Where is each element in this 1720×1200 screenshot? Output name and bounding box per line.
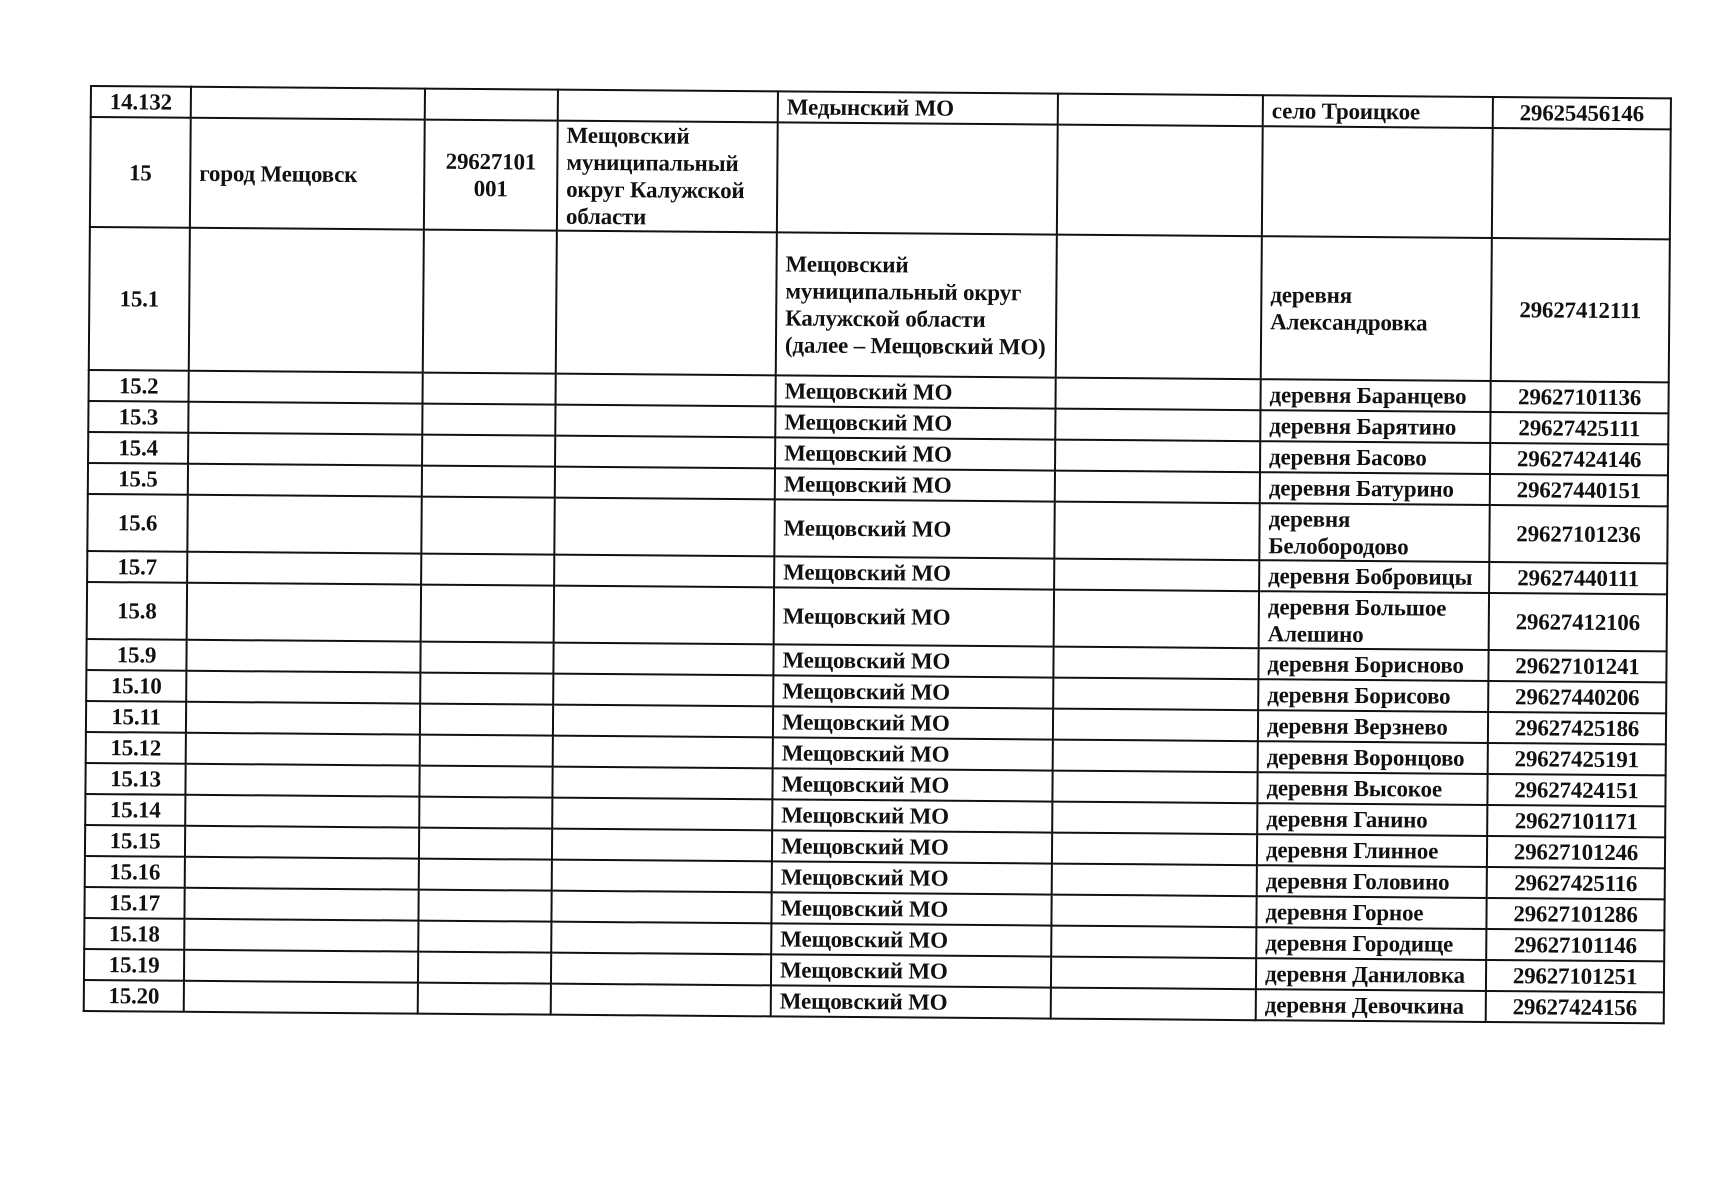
okato-code-cell [423, 230, 557, 374]
blank-cell [1054, 559, 1259, 592]
row-number-cell: 15.5 [88, 463, 188, 495]
oktmo-cell: 29627440206 [1488, 681, 1666, 713]
row-number-cell: 15.14 [85, 794, 185, 826]
municipality-cell [556, 231, 777, 376]
blank-cell [1052, 833, 1257, 866]
okato-code-cell [423, 373, 556, 405]
blank-cell [1051, 895, 1256, 928]
blank-cell [1058, 94, 1263, 127]
blank-cell [1055, 409, 1260, 442]
settlement-cell: деревня Большое Алешино [1259, 591, 1489, 650]
mo-cell: Мещовский МО [774, 556, 1054, 589]
blank-cell [1054, 590, 1259, 649]
settlement-cell: деревня Девочкина [1256, 989, 1486, 1022]
mo-cell: Мещовский МО [774, 499, 1054, 558]
settlement-name-cell [188, 402, 422, 435]
settlement-cell: деревня Басово [1260, 441, 1490, 474]
blank-cell [1051, 957, 1256, 990]
row-number-cell: 15.1 [89, 227, 190, 371]
settlement-name-cell [191, 87, 425, 120]
municipality-cell [555, 405, 775, 438]
mo-cell: Мещовский МО [773, 706, 1053, 739]
scanned-page [83, 85, 1672, 1024]
blank-cell [1052, 802, 1257, 835]
municipality-cell [555, 436, 775, 469]
okato-code-cell [421, 497, 554, 555]
okato-code-cell [420, 735, 553, 767]
row-number-cell: 15.19 [84, 949, 184, 981]
municipality-cell [551, 953, 771, 986]
blank-cell [1052, 771, 1257, 804]
okato-code-cell [418, 952, 551, 984]
municipality-cell [553, 736, 773, 769]
settlement-name-cell: город Мещовск [190, 118, 425, 230]
row-number-cell: 15.8 [87, 582, 187, 640]
oktmo-cell: 29627101236 [1489, 505, 1667, 563]
oktmo-cell: 29627412111 [1491, 238, 1670, 382]
oktmo-cell: 29627425116 [1487, 867, 1665, 899]
oktmo-cell: 29627424151 [1487, 774, 1665, 806]
oktmo-cell: 29627440111 [1489, 562, 1667, 594]
table-row [89, 227, 1670, 382]
settlement-cell: деревня Бобровицы [1259, 560, 1489, 593]
mo-cell: Мещовский МО [775, 437, 1055, 470]
settlement-name-cell [184, 919, 418, 952]
oktmo-cell: 29627101241 [1488, 650, 1666, 682]
oktmo-cell: 29627101146 [1486, 929, 1664, 961]
settlement-cell: деревня Борисово [1258, 679, 1488, 712]
settlement-name-cell [185, 857, 419, 890]
row-number-cell: 15.16 [85, 856, 185, 888]
row-number-cell: 15.6 [87, 494, 187, 552]
settlement-name-cell [186, 733, 420, 766]
okato-code-cell [422, 466, 555, 498]
row-number-cell: 15 [90, 117, 191, 228]
settlement-name-cell [188, 464, 422, 497]
blank-cell [1053, 740, 1258, 773]
municipality-cell [556, 374, 776, 407]
okato-code-cell [422, 404, 555, 436]
settlement-name-cell [185, 826, 419, 859]
row-number-cell: 15.3 [88, 401, 188, 433]
municipality-cell [552, 798, 772, 831]
municipality-cell [555, 467, 775, 500]
municipality-cell [554, 498, 774, 557]
row-number-cell: 15.13 [85, 763, 185, 795]
mo-cell: Мещовский МО [773, 644, 1053, 677]
okato-code-cell [420, 673, 553, 705]
municipality-cell [552, 860, 772, 893]
municipality-cell [553, 705, 773, 738]
mo-cell [777, 122, 1058, 234]
mo-cell: Мещовский МО [771, 954, 1051, 987]
settlement-name-cell [184, 981, 418, 1014]
okato-code-cell [419, 797, 552, 829]
settlement-cell: деревня Городище [1256, 927, 1486, 960]
municipality-cell [552, 767, 772, 800]
mo-cell: Мещовский МО [771, 892, 1051, 925]
okato-code-cell: 29627101 001 [424, 120, 558, 231]
settlement-name-cell [185, 795, 419, 828]
row-number-cell: 15.17 [84, 887, 184, 919]
municipality-cell [551, 922, 771, 955]
okato-code-cell [421, 585, 554, 643]
okato-code-cell [418, 983, 551, 1015]
oktmo-cell: 29625456146 [1493, 97, 1671, 129]
settlement-cell: деревня Борисново [1258, 648, 1488, 681]
settlement-cell: село Троицкое [1263, 95, 1493, 128]
blank-cell [1051, 988, 1256, 1021]
table-row [90, 117, 1671, 239]
municipality-cell: Мещовский муниципальный округ Калужской области [557, 121, 778, 233]
blank-cell [1055, 378, 1260, 411]
settlement-cell: деревня Глинное [1257, 834, 1487, 867]
settlement-cell: деревня Ганино [1257, 803, 1487, 836]
oktmo-cell: 29627425186 [1488, 712, 1666, 744]
blank-cell [1053, 647, 1258, 680]
row-number-cell: 14.132 [91, 86, 191, 118]
mo-cell: Мещовский МО [772, 768, 1052, 801]
row-number-cell: 15.11 [86, 701, 186, 733]
municipality-cell [558, 90, 778, 123]
mo-cell: Мещовский муниципальный округ Калужской области (далее – Мещовский МО) [776, 232, 1057, 377]
mo-cell: Мещовский МО [774, 587, 1054, 646]
row-number-cell: 15.4 [88, 432, 188, 464]
municipality-cell [554, 555, 774, 588]
settlement-name-cell [185, 764, 419, 797]
oktmo-cell: 29627424146 [1490, 443, 1668, 475]
blank-cell [1052, 864, 1257, 897]
municipality-cell [553, 674, 773, 707]
okato-code-cell [418, 921, 551, 953]
settlement-name-cell [187, 552, 421, 585]
oktmo-cell: 29627425191 [1488, 743, 1666, 775]
settlement-cell: деревня Батурино [1260, 472, 1490, 505]
settlement-name-cell [186, 702, 420, 735]
oktmo-cell: 29627424156 [1486, 991, 1664, 1023]
oktmo-cell: 29627101246 [1487, 836, 1665, 868]
settlement-cell: деревня Высокое [1257, 772, 1487, 805]
mo-cell: Мещовский МО [775, 468, 1055, 501]
okato-code-cell [420, 704, 553, 736]
okato-code-cell [419, 859, 552, 891]
oktmo-cell: 29627412106 [1489, 593, 1667, 651]
settlement-cell: деревня Барятино [1260, 410, 1490, 443]
settlement-name-cell [186, 671, 420, 704]
row-number-cell: 15.18 [84, 918, 184, 950]
settlement-name-cell [187, 583, 421, 642]
settlement-registry-table [83, 85, 1672, 1024]
settlement-name-cell [186, 640, 420, 673]
row-number-cell: 15.7 [87, 551, 187, 583]
municipality-cell [553, 643, 773, 676]
blank-cell [1053, 678, 1258, 711]
settlement-cell: деревня Белобородово [1259, 503, 1489, 562]
oktmo-cell [1492, 128, 1671, 239]
row-number-cell: 15.9 [86, 639, 186, 671]
municipality-cell [551, 984, 771, 1017]
settlement-name-cell [187, 495, 421, 554]
mo-cell: Мещовский МО [773, 675, 1053, 708]
blank-cell [1053, 709, 1258, 742]
row-number-cell: 15.20 [84, 980, 184, 1012]
municipality-cell [551, 891, 771, 924]
row-number-cell: 15.2 [89, 370, 189, 402]
blank-cell [1057, 125, 1263, 237]
settlement-name-cell [189, 228, 424, 373]
mo-cell: Мещовский МО [772, 861, 1052, 894]
okato-code-cell [425, 89, 558, 121]
table-body [84, 86, 1671, 1023]
mo-cell: Мещовский МО [771, 985, 1051, 1018]
settlement-cell: деревня Даниловка [1256, 958, 1486, 991]
settlement-cell: деревня Александровка [1261, 236, 1492, 381]
mo-cell: Мещовский МО [773, 737, 1053, 770]
oktmo-cell: 29627101251 [1486, 960, 1664, 992]
settlement-cell: деревня Головино [1257, 865, 1487, 898]
mo-cell: Мещовский МО [775, 375, 1055, 408]
settlement-cell: деревня Воронцово [1258, 741, 1488, 774]
okato-code-cell [421, 554, 554, 586]
row-number-cell: 15.15 [85, 825, 185, 857]
blank-cell [1055, 471, 1260, 504]
okato-code-cell [418, 890, 551, 922]
okato-code-cell [419, 766, 552, 798]
blank-cell [1055, 440, 1260, 473]
row-number-cell: 15.12 [86, 732, 186, 764]
mo-cell: Медынский МО [778, 91, 1058, 124]
mo-cell: Мещовский МО [775, 406, 1055, 439]
settlement-name-cell [189, 371, 423, 404]
oktmo-cell: 29627101136 [1490, 381, 1668, 413]
oktmo-cell: 29627101171 [1487, 805, 1665, 837]
settlement-cell: деревня Горное [1256, 896, 1486, 929]
settlement-name-cell [184, 888, 418, 921]
settlement-name-cell [184, 950, 418, 983]
okato-code-cell [420, 642, 553, 674]
row-number-cell: 15.10 [86, 670, 186, 702]
okato-code-cell [419, 828, 552, 860]
blank-cell [1051, 926, 1256, 959]
oktmo-cell: 29627101286 [1486, 898, 1664, 930]
mo-cell: Мещовский МО [772, 830, 1052, 863]
mo-cell: Мещовский МО [771, 923, 1051, 956]
blank-cell [1054, 502, 1259, 561]
settlement-cell: деревня Баранцево [1260, 379, 1490, 412]
okato-code-cell [422, 435, 555, 467]
oktmo-cell: 29627425111 [1490, 412, 1668, 444]
municipality-cell [554, 586, 774, 645]
mo-cell: Мещовский МО [772, 799, 1052, 832]
oktmo-cell: 29627440151 [1490, 474, 1668, 506]
settlement-name-cell [188, 433, 422, 466]
blank-cell [1056, 235, 1262, 380]
municipality-cell [552, 829, 772, 862]
settlement-cell: деревня Верзнево [1258, 710, 1488, 743]
settlement-cell [1262, 126, 1493, 238]
